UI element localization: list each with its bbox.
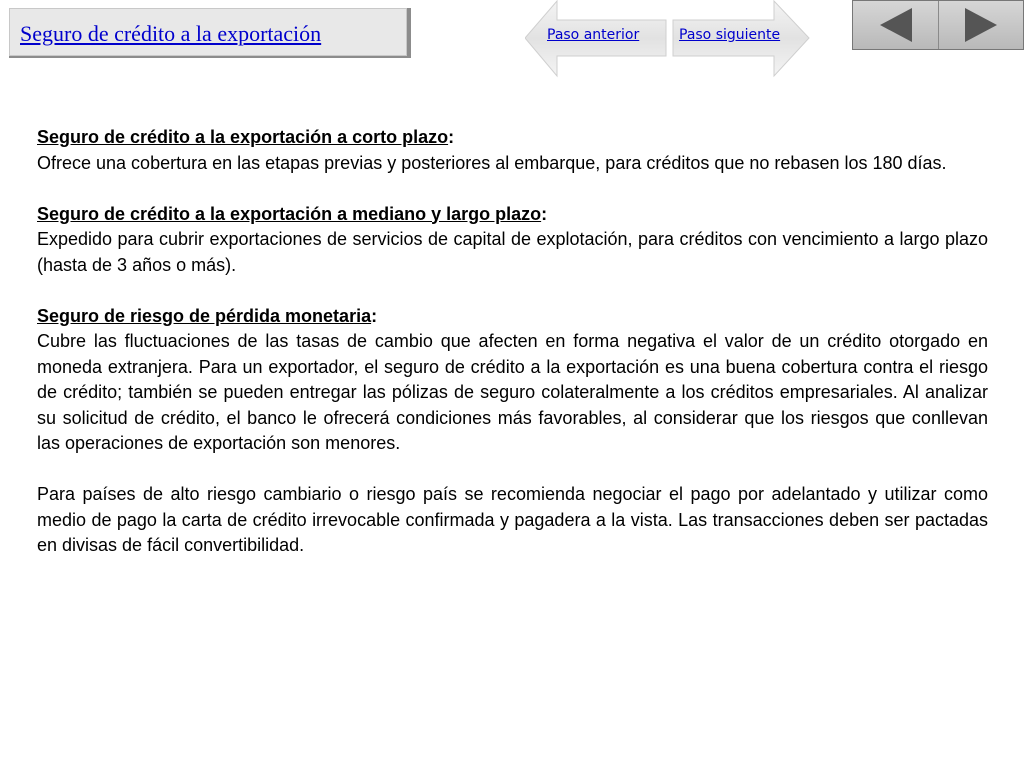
section-heading: Seguro de crédito a la exportación a corto plazo: — [37, 127, 455, 147]
closing-paragraph: Para países de alto riesgo cambiario o riesgo país se recomienda negociar el pago por adelantado y utilizar como medio de pago la carta de crédito irrevocable confirmada y pagadera a la vista. Las transacciones deben ser pactadas en divisas de fácil convertibilidad. — [37, 484, 988, 555]
section-heading-text: Seguro de riesgo de pérdida monetaria — [37, 305, 372, 326]
section-heading: Seguro de crédito a la exportación a mediano y largo plazo: — [37, 203, 548, 224]
section-body: Cubre las fluctuaciones de las tasas de cambio que afecten en forma negativa el valor de un crédito otorgado en moneda extranjera. Para un exportador, el seguro de crédito a la exportación es una buena cobertura contra el riesgo de crédito; también se pueden entregar las pólizas de seguro colateralmente a los créditos empresariales. Al analizar su solicitud de crédito, el banco le ofrecerá condiciones más favorables, al considerar que los riesgos que conllevan las operaciones de exportación son menores. — [37, 331, 988, 453]
page-title-link[interactable]: Seguro de crédito a la exportación — [20, 21, 322, 46]
section-body: Expedido para cubrir exportaciones de servicios de capital de explotación, para créditos con vencimiento a largo plazo (hasta de 3 años o más). — [37, 229, 988, 275]
next-button[interactable] — [938, 1, 1023, 49]
title-shadow — [9, 8, 411, 58]
section-body: Ofrece una cobertura en las etapas previas y posteriores al embarque, para créditos que no rebasen los 180 días. — [37, 152, 947, 173]
section-heading-text: Seguro de crédito a la exportación a corto plazo — [37, 127, 449, 147]
section-heading-text: Seguro de crédito a la exportación a mediano y largo plazo — [37, 203, 542, 224]
title-box — [9, 8, 407, 56]
nav-button-group — [852, 0, 1024, 50]
previous-button[interactable] — [853, 1, 938, 49]
triangle-left-icon — [876, 5, 916, 45]
main-content — [37, 125, 988, 559]
section-heading: Seguro de riesgo de pérdida monetaria: — [37, 305, 378, 326]
prev-step-link[interactable]: Paso anterior — [547, 27, 640, 43]
triangle-right-icon — [961, 5, 1001, 45]
next-step-link[interactable]: Paso siguiente — [679, 27, 781, 43]
